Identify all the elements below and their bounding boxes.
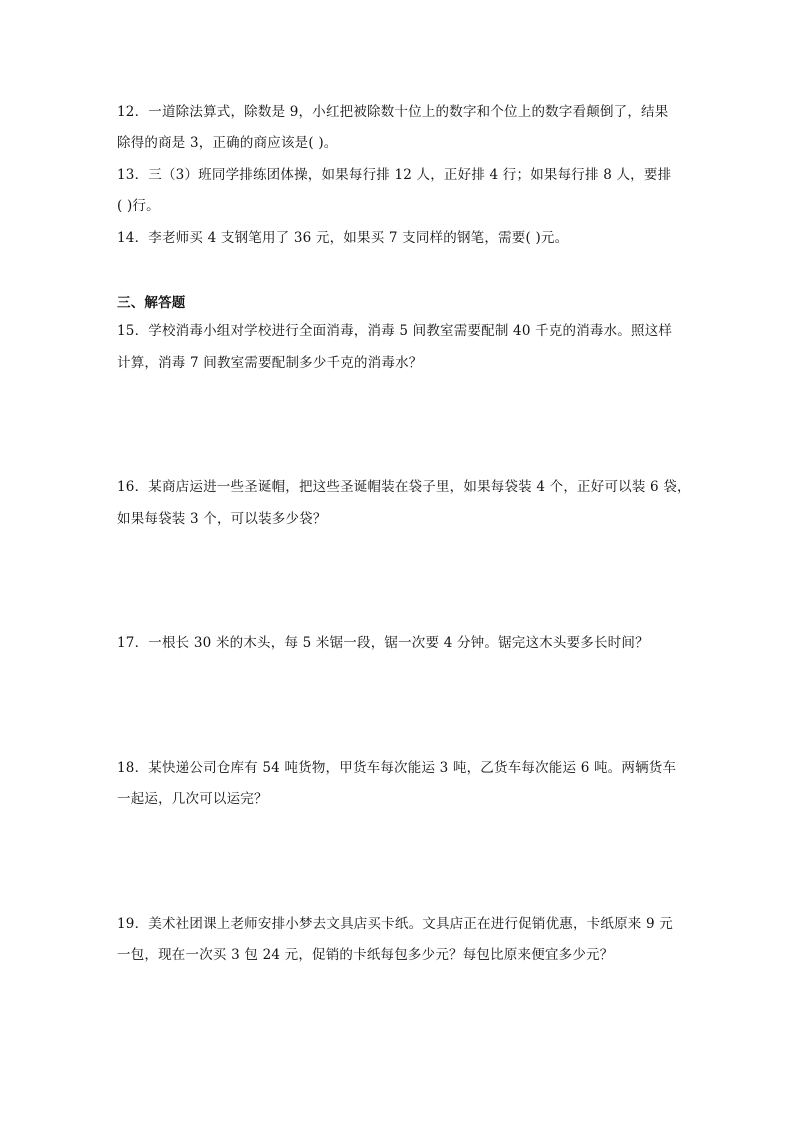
question-19-line-1: 19．美术社团课上老师安排小梦去文具店买卡纸。文具店正在进行促销优惠，卡纸原来 9 元 [117, 916, 673, 932]
question-12-line-2: 除得的商是 3，正确的商应该是( )。 [117, 135, 338, 151]
question-14-line-1: 14．李老师买 4 支钢笔用了 36 元，如果买 7 支同样的钢笔，需要( )元。 [117, 230, 569, 246]
question-13-line-2: ( )行。 [117, 198, 160, 214]
question-16-line-1: 16．某商店运进一些圣诞帽，把这些圣诞帽装在袋子里，如果每袋装 4 个，正好可以装 6 袋， [117, 479, 691, 495]
question-13-line-1: 13．三（3）班同学排练团体操，如果每行排 12 人，正好排 4 行；如果每行排 8 人，要排 [117, 167, 672, 183]
question-15-line-2: 计算，消毒 7 间教室需要配制多少千克的消毒水？ [117, 355, 423, 371]
section-heading: 三、解答题 [117, 295, 186, 311]
question-16-line-2: 如果每袋装 3 个，可以装多少袋？ [117, 511, 327, 527]
question-15-line-1: 15．学校消毒小组对学校进行全面消毒，消毒 5 间教室需要配制 40 千克的消毒水。照这样 [117, 323, 673, 339]
question-12-line-1: 12．一道除法算式，除数是 9，小红把被除数十位上的数字和个位上的数字看颠倒了，结果 [117, 104, 669, 120]
question-18-line-1: 18．某快递公司仓库有 54 吨货物，甲货车每次能运 3 吨，乙货车每次能运 6 吨。两辆货车 [117, 760, 677, 776]
question-17-line-1: 17．一根长 30 米的木头，每 5 米锯一段，锯一次要 4 分钟。锯完这木头要多长时间？ [117, 635, 649, 651]
question-18-line-2: 一起运，几次可以运完？ [117, 791, 268, 807]
question-19-line-2: 一包，现在一次买 3 包 24 元，促销的卡纸每包多少元？每包比原来便宜多少元？ [117, 947, 614, 963]
